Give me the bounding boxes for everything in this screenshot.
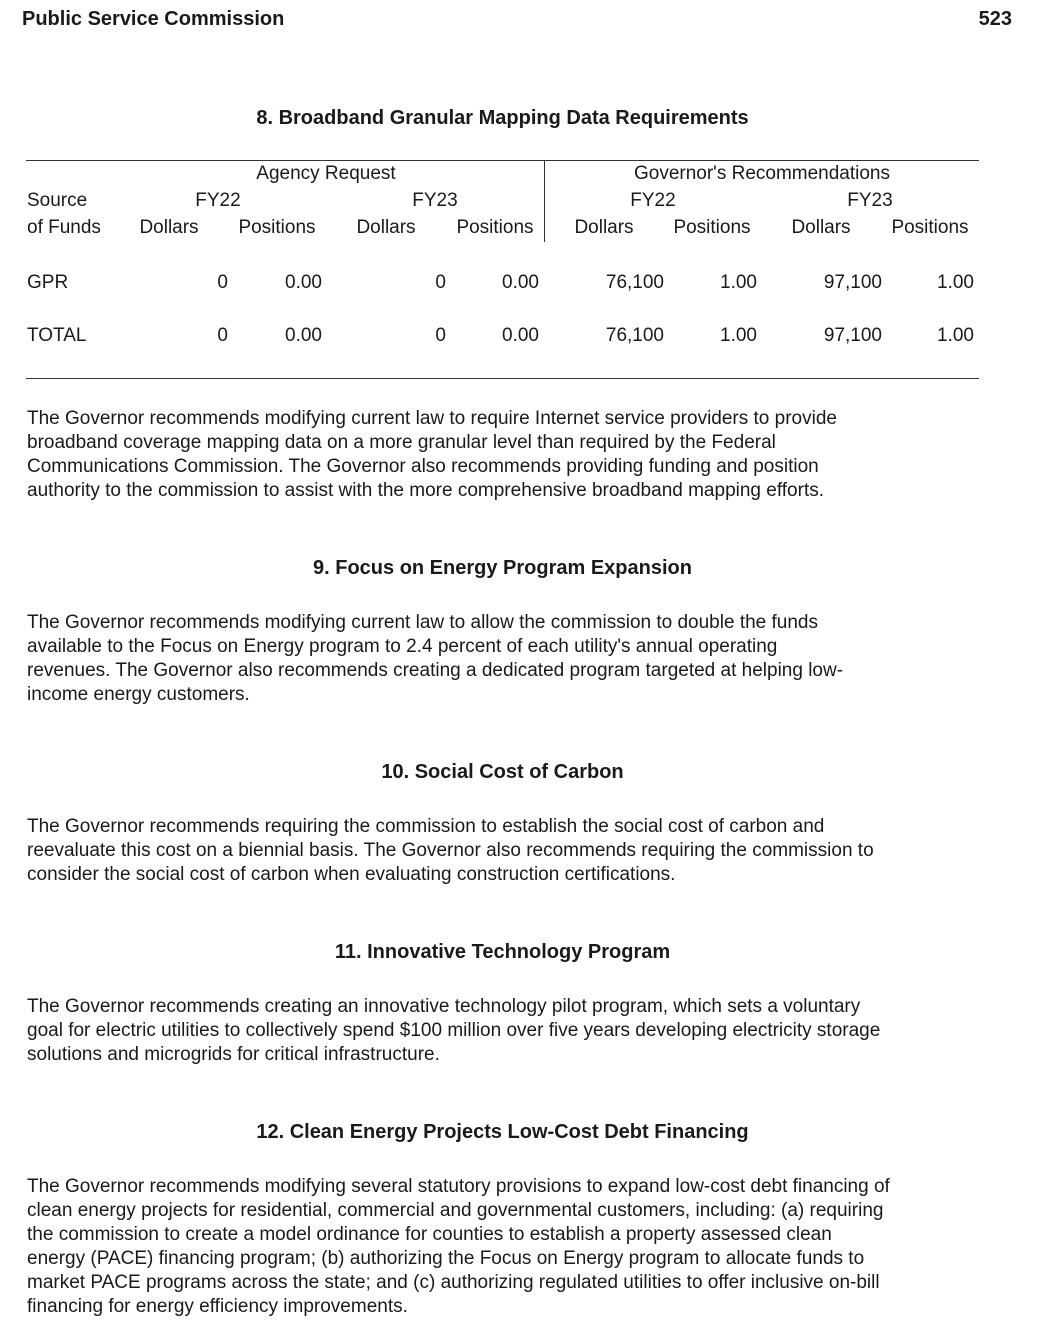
table-cell: 0.00 <box>502 272 539 293</box>
source-header-line2: of Funds <box>27 217 101 238</box>
col-dollars: Dollars <box>574 217 634 238</box>
col-positions: Positions <box>456 217 534 238</box>
table-cell: 0.00 <box>285 325 322 346</box>
row-source-total: TOTAL <box>27 325 87 346</box>
section-9-title: 9. Focus on Energy Program Expansion <box>313 557 692 579</box>
section-12-title: 12. Clean Energy Projects Low-Cost Debt Financing <box>256 1121 749 1143</box>
col-positions: Positions <box>673 217 751 238</box>
governor-fy23-header: FY23 <box>847 190 893 211</box>
col-dollars: Dollars <box>139 217 199 238</box>
section-11-paragraph: The Governor recommends creating an innovative technology pilot program, which sets a voluntary goal for electric utilities to collectively spend $100 million over five years developing electricity storage solutions and microgrids for critical infrastructure. <box>27 996 881 1065</box>
section-11-title: 11. Innovative Technology Program <box>334 941 671 963</box>
row-source-gpr: GPR <box>27 272 69 293</box>
source-header-line1: Source <box>27 190 88 211</box>
section-8-paragraph: The Governor recommends modifying current law to require Internet service providers to provide broadband coverage mapping data on a more granular level than required by the Federal Communications Commission. The Governor also recommends providing funding and position authority to the commission to assist with the more comprehensive broadband mapping efforts. <box>27 408 837 501</box>
table-cell: 1.00 <box>937 272 974 293</box>
page-header-title: Public Service Commission <box>22 8 285 30</box>
table-cell: 76,100 <box>605 325 664 346</box>
table-cell: 0 <box>217 325 228 346</box>
col-dollars: Dollars <box>356 217 416 238</box>
table-cell: 0 <box>435 325 446 346</box>
table-cell: 1.00 <box>720 272 757 293</box>
table-cell: 76,100 <box>605 272 664 293</box>
section-10-paragraph: The Governor recommends requiring the commission to establish the social cost of carbon and reevaluate this cost on a biennial basis. The Governor also recommends requiring the commission to consider the social cost of carbon when evaluating construction certifications. <box>27 816 874 885</box>
section-10-title: 10. Social Cost of Carbon <box>381 761 624 783</box>
table-cell: 1.00 <box>937 325 974 346</box>
table-cell: 97,100 <box>823 325 882 346</box>
col-positions: Positions <box>238 217 316 238</box>
table-cell: 1.00 <box>720 325 757 346</box>
page-number: 523 <box>978 8 1012 30</box>
table-bottom-rule <box>26 378 979 379</box>
group-agency-request: Agency Request <box>256 163 396 184</box>
group-governor-recommendations: Governor's Recommendations <box>633 163 891 184</box>
table-cell: 0 <box>217 272 228 293</box>
table-cell: 97,100 <box>823 272 882 293</box>
table-cell: 0.00 <box>285 272 322 293</box>
governor-fy22-header: FY22 <box>630 190 676 211</box>
section-12-paragraph: The Governor recommends modifying several statutory provisions to expand low-cost debt financing of clean energy projects for residential, commercial and governmental customers, including: (a) requiring the commission to create a model ordinance for counties to establish a property assessed clean energy (PACE) financing program; (b) authorizing the Focus on Energy program to allocate funds to market PACE programs across the state; and (c) authorizing regulated utilities to offer inclusive on-bill financing for energy efficiency improvements. <box>27 1176 890 1317</box>
section-9-paragraph: The Governor recommends modifying current law to allow the commission to double the funds available to the Focus on Energy program to 2.4 percent of each utility's annual operating revenues. The Governor also recommends creating a dedicated program targeted at helping low- income energy customers. <box>27 612 844 705</box>
table-cell: 0.00 <box>502 325 539 346</box>
agency-fy23-header: FY23 <box>412 190 458 211</box>
col-dollars: Dollars <box>791 217 851 238</box>
table-cell: 0 <box>435 272 446 293</box>
table-top-rule <box>26 160 979 161</box>
section-8-title: 8. Broadband Granular Mapping Data Requirements <box>256 107 749 129</box>
col-positions: Positions <box>891 217 969 238</box>
agency-fy22-header: FY22 <box>195 190 241 211</box>
